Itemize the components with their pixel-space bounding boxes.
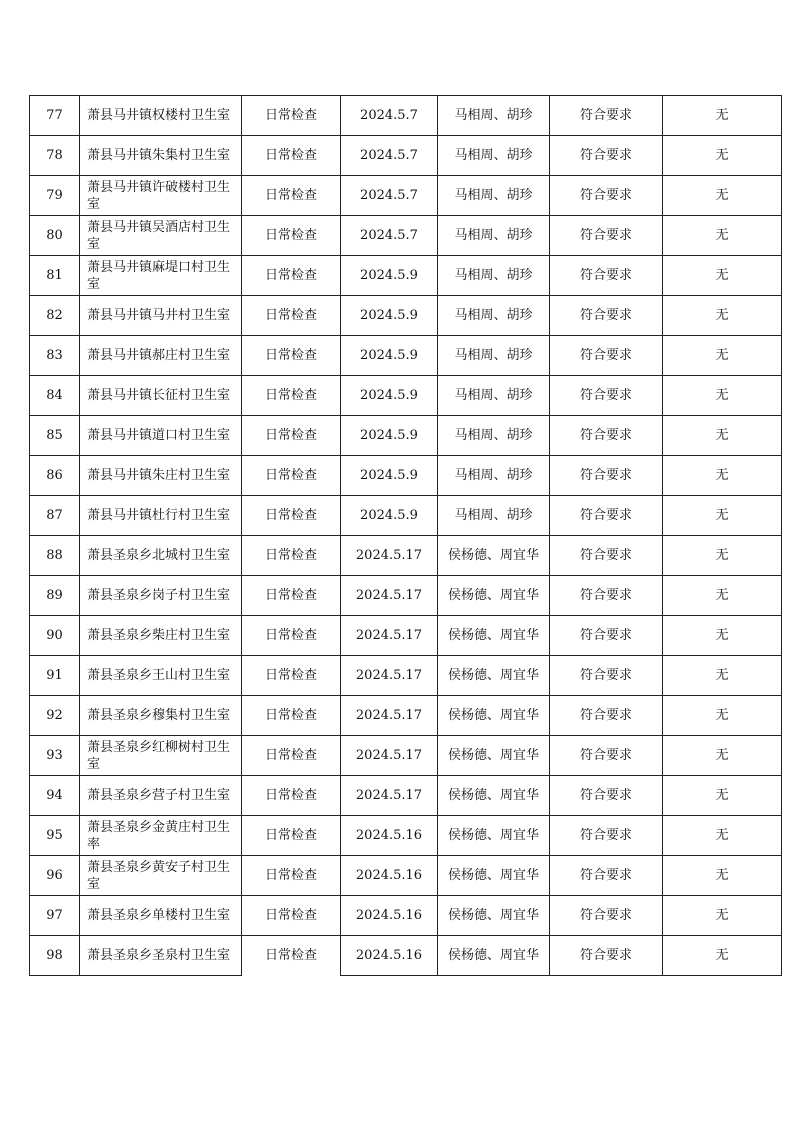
- issues-cell: 无: [663, 136, 782, 176]
- row-number-cell: 98: [30, 936, 80, 976]
- table-row: [30, 896, 782, 936]
- inspectors-cell: 马相周、胡珍: [438, 456, 550, 496]
- issues-cell: 无: [663, 816, 782, 856]
- issues-cell: 无: [663, 856, 782, 896]
- issues-cell: 无: [663, 696, 782, 736]
- result-cell: 符合要求: [550, 856, 663, 896]
- inspectors-cell: 马相周、胡珍: [438, 416, 550, 456]
- result-cell: 符合要求: [550, 776, 663, 816]
- issues-cell: 无: [663, 296, 782, 336]
- issues-cell: 无: [663, 896, 782, 936]
- inspectors-cell: 马相周、胡珍: [438, 376, 550, 416]
- inspection-date-cell: 2024.5.16: [341, 816, 438, 856]
- inspection-date-cell: 2024.5.17: [341, 576, 438, 616]
- inspection-date-cell: 2024.5.9: [341, 496, 438, 536]
- inspection-date-cell: 2024.5.17: [341, 776, 438, 816]
- inspection-date-cell: 2024.5.7: [341, 96, 438, 136]
- inspection-type-cell: 日常检查: [242, 936, 341, 976]
- inspection-date-cell: 2024.5.9: [341, 416, 438, 456]
- clinic-name-cell: 萧县圣泉乡北城村卫生室: [80, 536, 242, 576]
- result-cell: 符合要求: [550, 456, 663, 496]
- inspection-type-cell: 日常检查: [242, 616, 341, 656]
- inspectors-cell: 侯杨德、周宜华: [438, 576, 550, 616]
- inspection-date-cell: 2024.5.9: [341, 376, 438, 416]
- inspectors-cell: 侯杨德、周宜华: [438, 536, 550, 576]
- issues-cell: 无: [663, 656, 782, 696]
- inspection-date-cell: 2024.5.9: [341, 256, 438, 296]
- inspection-date-cell: 2024.5.7: [341, 176, 438, 216]
- inspectors-cell: 侯杨德、周宜华: [438, 896, 550, 936]
- inspection-type-cell: 日常检查: [242, 96, 341, 136]
- table-row: [30, 776, 782, 816]
- inspection-type-cell: 日常检查: [242, 656, 341, 696]
- row-number-cell: 88: [30, 536, 80, 576]
- inspection-table: [29, 95, 782, 976]
- inspectors-cell: 马相周、胡珍: [438, 176, 550, 216]
- inspection-type-cell: 日常检查: [242, 336, 341, 376]
- table-row: [30, 696, 782, 736]
- clinic-name-cell: 萧县马井镇麻堤口村卫生室: [80, 256, 242, 296]
- row-number-cell: 95: [30, 816, 80, 856]
- table-row: [30, 456, 782, 496]
- result-cell: 符合要求: [550, 816, 663, 856]
- inspectors-cell: 马相周、胡珍: [438, 216, 550, 256]
- result-cell: 符合要求: [550, 416, 663, 456]
- clinic-name-cell: 萧县马井镇道口村卫生室: [80, 416, 242, 456]
- inspection-date-cell: 2024.5.9: [341, 456, 438, 496]
- result-cell: 符合要求: [550, 376, 663, 416]
- row-number-cell: 85: [30, 416, 80, 456]
- result-cell: 符合要求: [550, 656, 663, 696]
- inspection-date-cell: 2024.5.17: [341, 656, 438, 696]
- inspection-date-cell: 2024.5.7: [341, 216, 438, 256]
- row-number-cell: 87: [30, 496, 80, 536]
- clinic-name-cell: 萧县圣泉乡岗子村卫生室: [80, 576, 242, 616]
- clinic-name-cell: 萧县圣泉乡金黄庄村卫生率: [80, 816, 242, 856]
- table-row: [30, 856, 782, 896]
- result-cell: 符合要求: [550, 576, 663, 616]
- issues-cell: 无: [663, 536, 782, 576]
- clinic-name-cell: 萧县圣泉乡黄安子村卫生室: [80, 856, 242, 896]
- issues-cell: 无: [663, 616, 782, 656]
- clinic-name-cell: 萧县圣泉乡营子村卫生室: [80, 776, 242, 816]
- clinic-name-cell: 萧县圣泉乡红柳树村卫生室: [80, 736, 242, 776]
- issues-cell: 无: [663, 776, 782, 816]
- inspectors-cell: 马相周、胡珍: [438, 496, 550, 536]
- inspectors-cell: 侯杨德、周宜华: [438, 776, 550, 816]
- result-cell: 符合要求: [550, 256, 663, 296]
- clinic-name-cell: 萧县马井镇郝庄村卫生室: [80, 336, 242, 376]
- row-number-cell: 89: [30, 576, 80, 616]
- table-row: [30, 736, 782, 776]
- inspection-type-cell: 日常检查: [242, 296, 341, 336]
- table-row: [30, 376, 782, 416]
- table-row: [30, 616, 782, 656]
- inspection-type-cell: 日常检查: [242, 496, 341, 536]
- inspection-type-cell: 日常检查: [242, 136, 341, 176]
- clinic-name-cell: 萧县马井镇许破楼村卫生室: [80, 176, 242, 216]
- issues-cell: 无: [663, 936, 782, 976]
- result-cell: 符合要求: [550, 496, 663, 536]
- row-number-cell: 78: [30, 136, 80, 176]
- inspection-type-cell: 日常检查: [242, 696, 341, 736]
- inspectors-cell: 马相周、胡珍: [438, 256, 550, 296]
- issues-cell: 无: [663, 456, 782, 496]
- result-cell: 符合要求: [550, 96, 663, 136]
- row-number-cell: 94: [30, 776, 80, 816]
- inspection-date-cell: 2024.5.16: [341, 896, 438, 936]
- inspection-date-cell: 2024.5.17: [341, 616, 438, 656]
- result-cell: 符合要求: [550, 336, 663, 376]
- inspection-type-cell: 日常检查: [242, 816, 341, 856]
- row-number-cell: 86: [30, 456, 80, 496]
- inspectors-cell: 侯杨德、周宜华: [438, 616, 550, 656]
- inspection-date-cell: 2024.5.9: [341, 296, 438, 336]
- inspection-type-cell: 日常检查: [242, 736, 341, 776]
- table-row: [30, 936, 782, 976]
- table-row: [30, 336, 782, 376]
- inspection-date-cell: 2024.5.17: [341, 696, 438, 736]
- clinic-name-cell: 萧县马井镇杜行村卫生室: [80, 496, 242, 536]
- result-cell: 符合要求: [550, 296, 663, 336]
- row-number-cell: 84: [30, 376, 80, 416]
- clinic-name-cell: 萧县马井镇吴酒店村卫生室: [80, 216, 242, 256]
- inspectors-cell: 马相周、胡珍: [438, 336, 550, 376]
- inspection-type-cell: 日常检查: [242, 376, 341, 416]
- clinic-name-cell: 萧县马井镇朱集村卫生室: [80, 136, 242, 176]
- row-number-cell: 83: [30, 336, 80, 376]
- row-number-cell: 79: [30, 176, 80, 216]
- issues-cell: 无: [663, 216, 782, 256]
- issues-cell: 无: [663, 496, 782, 536]
- table-row: [30, 256, 782, 296]
- clinic-name-cell: 萧县马井镇权楼村卫生室: [80, 96, 242, 136]
- issues-cell: 无: [663, 176, 782, 216]
- row-number-cell: 80: [30, 216, 80, 256]
- table-body: [30, 96, 782, 976]
- inspection-type-cell: 日常检查: [242, 576, 341, 616]
- inspectors-cell: 侯杨德、周宜华: [438, 816, 550, 856]
- row-number-cell: 93: [30, 736, 80, 776]
- row-number-cell: 97: [30, 896, 80, 936]
- clinic-name-cell: 萧县马井镇长征村卫生室: [80, 376, 242, 416]
- table-row: [30, 496, 782, 536]
- inspection-date-cell: 2024.5.7: [341, 136, 438, 176]
- result-cell: 符合要求: [550, 736, 663, 776]
- issues-cell: 无: [663, 256, 782, 296]
- inspection-type-cell: 日常检查: [242, 256, 341, 296]
- inspectors-cell: 马相周、胡珍: [438, 96, 550, 136]
- inspection-type-cell: 日常检查: [242, 216, 341, 256]
- row-number-cell: 81: [30, 256, 80, 296]
- inspection-type-cell: 日常检查: [242, 176, 341, 216]
- issues-cell: 无: [663, 416, 782, 456]
- inspection-date-cell: 2024.5.17: [341, 736, 438, 776]
- inspection-type-cell: 日常检查: [242, 536, 341, 576]
- clinic-name-cell: 萧县圣泉乡圣泉村卫生室: [80, 936, 242, 976]
- issues-cell: 无: [663, 576, 782, 616]
- inspectors-cell: 马相周、胡珍: [438, 136, 550, 176]
- inspection-date-cell: 2024.5.9: [341, 336, 438, 376]
- clinic-name-cell: 萧县圣泉乡王山村卫生室: [80, 656, 242, 696]
- issues-cell: 无: [663, 96, 782, 136]
- inspectors-cell: 马相周、胡珍: [438, 296, 550, 336]
- row-number-cell: 92: [30, 696, 80, 736]
- inspectors-cell: 侯杨德、周宜华: [438, 696, 550, 736]
- table-row: [30, 576, 782, 616]
- row-number-cell: 82: [30, 296, 80, 336]
- inspection-type-cell: 日常检查: [242, 416, 341, 456]
- table-row: [30, 536, 782, 576]
- inspection-type-cell: 日常检查: [242, 456, 341, 496]
- result-cell: 符合要求: [550, 616, 663, 656]
- result-cell: 符合要求: [550, 216, 663, 256]
- result-cell: 符合要求: [550, 936, 663, 976]
- table-row: [30, 216, 782, 256]
- inspectors-cell: 侯杨德、周宜华: [438, 856, 550, 896]
- issues-cell: 无: [663, 336, 782, 376]
- table-row: [30, 136, 782, 176]
- clinic-name-cell: 萧县圣泉乡穆集村卫生室: [80, 696, 242, 736]
- clinic-name-cell: 萧县圣泉乡柴庄村卫生室: [80, 616, 242, 656]
- result-cell: 符合要求: [550, 696, 663, 736]
- table-row: [30, 96, 782, 136]
- inspectors-cell: 侯杨德、周宜华: [438, 656, 550, 696]
- issues-cell: 无: [663, 736, 782, 776]
- row-number-cell: 77: [30, 96, 80, 136]
- table-row: [30, 296, 782, 336]
- inspection-type-cell: 日常检查: [242, 856, 341, 896]
- row-number-cell: 91: [30, 656, 80, 696]
- inspection-date-cell: 2024.5.16: [341, 936, 438, 976]
- clinic-name-cell: 萧县圣泉乡单楼村卫生室: [80, 896, 242, 936]
- result-cell: 符合要求: [550, 896, 663, 936]
- inspection-type-cell: 日常检查: [242, 776, 341, 816]
- table-row: [30, 816, 782, 856]
- inspection-date-cell: 2024.5.17: [341, 536, 438, 576]
- result-cell: 符合要求: [550, 176, 663, 216]
- result-cell: 符合要求: [550, 536, 663, 576]
- issues-cell: 无: [663, 376, 782, 416]
- table-row: [30, 656, 782, 696]
- clinic-name-cell: 萧县马井镇马井村卫生室: [80, 296, 242, 336]
- inspection-type-cell: 日常检查: [242, 896, 341, 936]
- inspectors-cell: 侯杨德、周宜华: [438, 736, 550, 776]
- row-number-cell: 96: [30, 856, 80, 896]
- inspectors-cell: 侯杨德、周宜华: [438, 936, 550, 976]
- inspection-date-cell: 2024.5.16: [341, 856, 438, 896]
- result-cell: 符合要求: [550, 136, 663, 176]
- clinic-name-cell: 萧县马井镇朱庄村卫生室: [80, 456, 242, 496]
- row-number-cell: 90: [30, 616, 80, 656]
- table-row: [30, 176, 782, 216]
- table-row: [30, 416, 782, 456]
